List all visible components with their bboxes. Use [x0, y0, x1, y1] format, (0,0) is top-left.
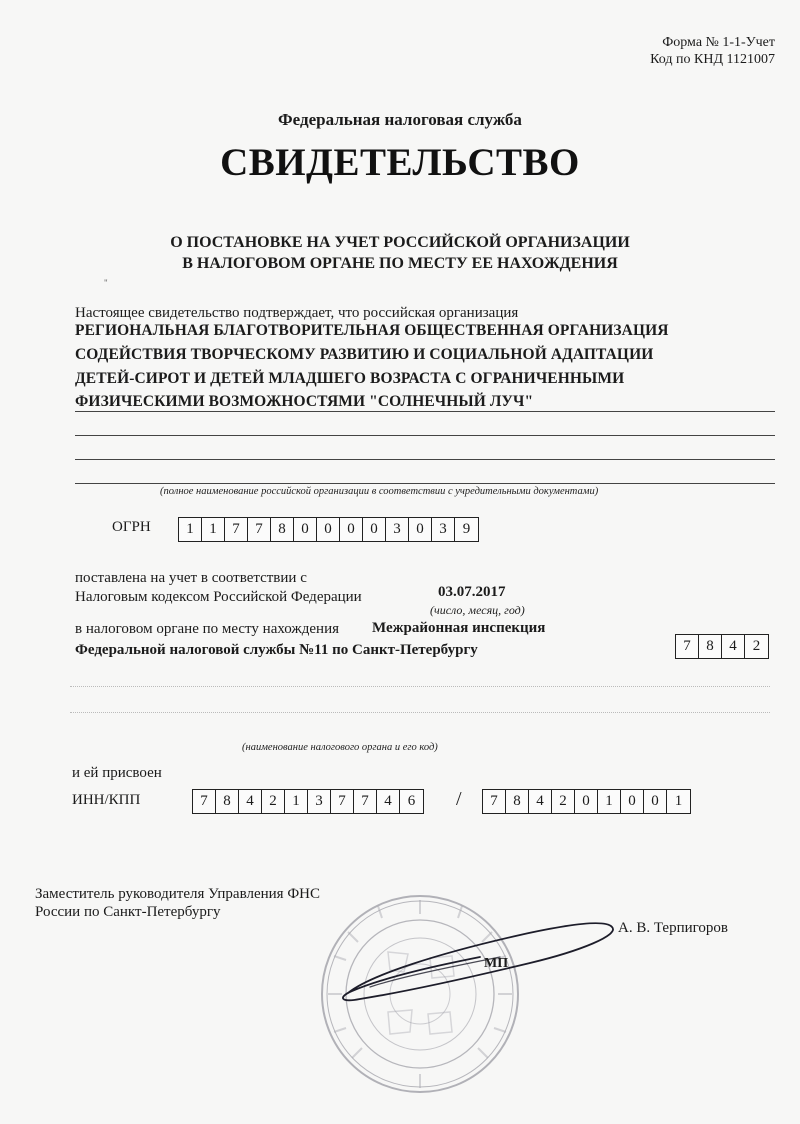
tax-office-caption: (наименование налогового органа и его код) — [242, 742, 438, 753]
ogrn-digit: 7 — [225, 518, 248, 541]
tax-office-rule-1 — [70, 686, 770, 687]
scan-mark: " — [104, 278, 108, 288]
ogrn-digit: 7 — [248, 518, 271, 541]
ogrn-label: ОГРН — [112, 519, 151, 535]
kpp-digit: 0 — [621, 790, 644, 813]
handwritten-signature — [330, 905, 630, 1015]
inn-digit: 4 — [239, 790, 262, 813]
signatory-position-line-2: России по Санкт-Петербургу — [35, 904, 221, 920]
inn-boxes — [192, 789, 424, 814]
mp-mark: МП — [484, 956, 509, 971]
inn-digit: 7 — [331, 790, 354, 813]
ogrn-digit: 8 — [271, 518, 294, 541]
tax-office-rule-2 — [70, 712, 770, 713]
inn-digit: 3 — [308, 790, 331, 813]
kpp-digit: 2 — [552, 790, 575, 813]
ogrn-digit: 1 — [179, 518, 202, 541]
ogrn-digit: 1 — [202, 518, 225, 541]
registration-line-1: поставлена на учет в соответствии с — [75, 570, 307, 586]
registration-date-caption: (число, месяц, год) — [430, 603, 525, 617]
inn-digit: 7 — [193, 790, 216, 813]
subtitle-line-1: О ПОСТАНОВКЕ НА УЧЕТ РОССИЙСКОЙ ОРГАНИЗАЦИИ — [170, 234, 630, 251]
ogrn-digit: 9 — [462, 521, 471, 537]
ogrn-digit: 0 — [409, 518, 432, 541]
inn-kpp-separator: / — [456, 788, 462, 810]
ogrn-digit: 3 — [386, 518, 409, 541]
inn-digit: 1 — [285, 790, 308, 813]
inn-digit: 2 — [262, 790, 285, 813]
agency-name: Федеральная налоговая служба — [278, 110, 522, 129]
tax-office-code-digit: 2 — [752, 638, 761, 654]
ogrn-digit: 0 — [294, 518, 317, 541]
org-rule-1 — [75, 411, 775, 412]
ogrn-digit: 0 — [340, 518, 363, 541]
kpp-digit: 1 — [674, 793, 683, 809]
assigned-label: и ей присвоен — [72, 765, 162, 781]
org-rule-2 — [75, 435, 775, 436]
kpp-digit: 7 — [483, 790, 506, 813]
org-name-line-3: ДЕТЕЙ-СИРОТ И ДЕТЕЙ МЛАДШЕГО ВОЗРАСТА С ОГРАНИЧЕННЫМИ — [75, 370, 625, 387]
inn-digit: 8 — [216, 790, 239, 813]
org-name-caption: (полное наименование российской организации в соответствии с учредительными документами) — [160, 486, 599, 497]
form-number: Форма № 1-1-Учет — [662, 35, 775, 50]
form-identifier — [650, 34, 775, 68]
subtitle-line-2: В НАЛОГОВОМ ОРГАНЕ ПО МЕСТУ ЕЕ НАХОЖДЕНИЯ — [182, 255, 618, 272]
org-name-line-4: ФИЗИЧЕСКИМИ ВОЗМОЖНОСТЯМИ "СОЛНЕЧНЫЙ ЛУЧ" — [75, 393, 534, 410]
kpp-digit: 1 — [598, 790, 621, 813]
knd-code: Код по КНД 1121007 — [650, 52, 775, 67]
ogrn-boxes — [178, 517, 479, 542]
tax-office-code-boxes — [675, 634, 769, 659]
ogrn-digit: 3 — [432, 518, 455, 541]
tax-office-code-digit: 4 — [722, 635, 745, 658]
org-name-line-1: РЕГИОНАЛЬНАЯ БЛАГОТВОРИТЕЛЬНАЯ ОБЩЕСТВЕННАЯ ОРГАНИЗАЦИЯ — [75, 322, 669, 339]
kpp-digit: 8 — [506, 790, 529, 813]
kpp-digit: 0 — [575, 790, 598, 813]
org-name-line-2: СОДЕЙСТВИЯ ТВОРЧЕСКОМУ РАЗВИТИЮ И СОЦИАЛЬНОЙ АДАПТАЦИИ — [75, 346, 654, 363]
org-rule-4 — [75, 483, 775, 484]
registration-line-2: Налоговым кодексом Российской Федерации — [75, 589, 362, 605]
tax-office-name-part-2: Федеральной налоговой службы №11 по Санкт-Петербургу — [75, 642, 478, 658]
document-subtitle — [0, 232, 800, 274]
inn-kpp-label: ИНН/КПП — [72, 792, 141, 808]
ogrn-digit: 0 — [317, 518, 340, 541]
registration-date: 03.07.2017 — [438, 584, 506, 600]
signatory-position-line-1: Заместитель руководителя Управления ФНС — [35, 886, 321, 902]
kpp-digit: 4 — [529, 790, 552, 813]
document-title: СВИДЕТЕЛЬСТВО — [220, 141, 580, 184]
tax-office-name-part-1: Межрайонная инспекция — [372, 620, 546, 636]
kpp-boxes — [482, 789, 691, 814]
org-rule-3 — [75, 459, 775, 460]
tax-office-prefix: в налоговом органе по месту нахождения — [75, 621, 340, 637]
signatory-name: А. В. Терпигоров — [618, 920, 729, 936]
inn-digit: 4 — [377, 790, 400, 813]
tax-office-code-digit: 7 — [676, 635, 699, 658]
intro-text: Настоящее свидетельство подтверждает, что российская организация — [75, 305, 519, 321]
kpp-digit: 0 — [644, 790, 667, 813]
ogrn-digit: 0 — [363, 518, 386, 541]
inn-digit: 7 — [354, 790, 377, 813]
inn-digit: 6 — [407, 793, 416, 809]
tax-office-code-digit: 8 — [699, 635, 722, 658]
